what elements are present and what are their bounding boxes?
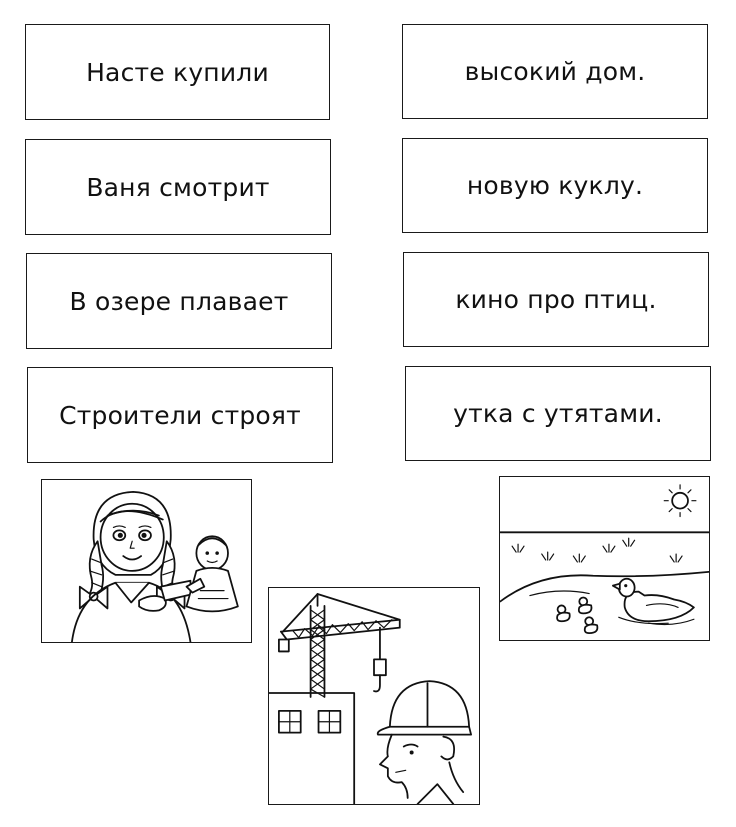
phrase-card-right-4[interactable] (405, 366, 711, 461)
phrase-text: Строители строят (59, 400, 301, 430)
phrase-card-right-1[interactable] (402, 24, 708, 119)
phrase-card-left-3[interactable] (26, 253, 332, 349)
phrase-card-left-2[interactable] (25, 139, 331, 235)
girl-with-doll-picture[interactable] (41, 479, 252, 643)
phrase-card-right-2[interactable] (402, 138, 708, 233)
phrase-text: Ваня смотрит (86, 172, 270, 202)
phrase-text: высокий дом. (464, 57, 646, 86)
phrase-text: Насте купили (86, 57, 269, 87)
phrase-text: утка с утятами. (453, 399, 663, 428)
duck-with-ducklings-sun-icon (500, 477, 709, 640)
duck-pond-picture[interactable] (499, 476, 710, 641)
phrase-text: В озере плавает (69, 286, 289, 316)
girl-with-doll-icon (42, 480, 251, 642)
phrase-card-left-1[interactable] (25, 24, 330, 120)
builder-crane-house-icon (269, 588, 479, 804)
phrase-card-left-4[interactable] (27, 367, 333, 463)
phrase-card-right-3[interactable] (403, 252, 709, 347)
phrase-text: кино про птиц. (455, 285, 657, 314)
phrase-text: новую куклу. (466, 171, 644, 200)
builder-with-crane-picture[interactable] (268, 587, 480, 805)
